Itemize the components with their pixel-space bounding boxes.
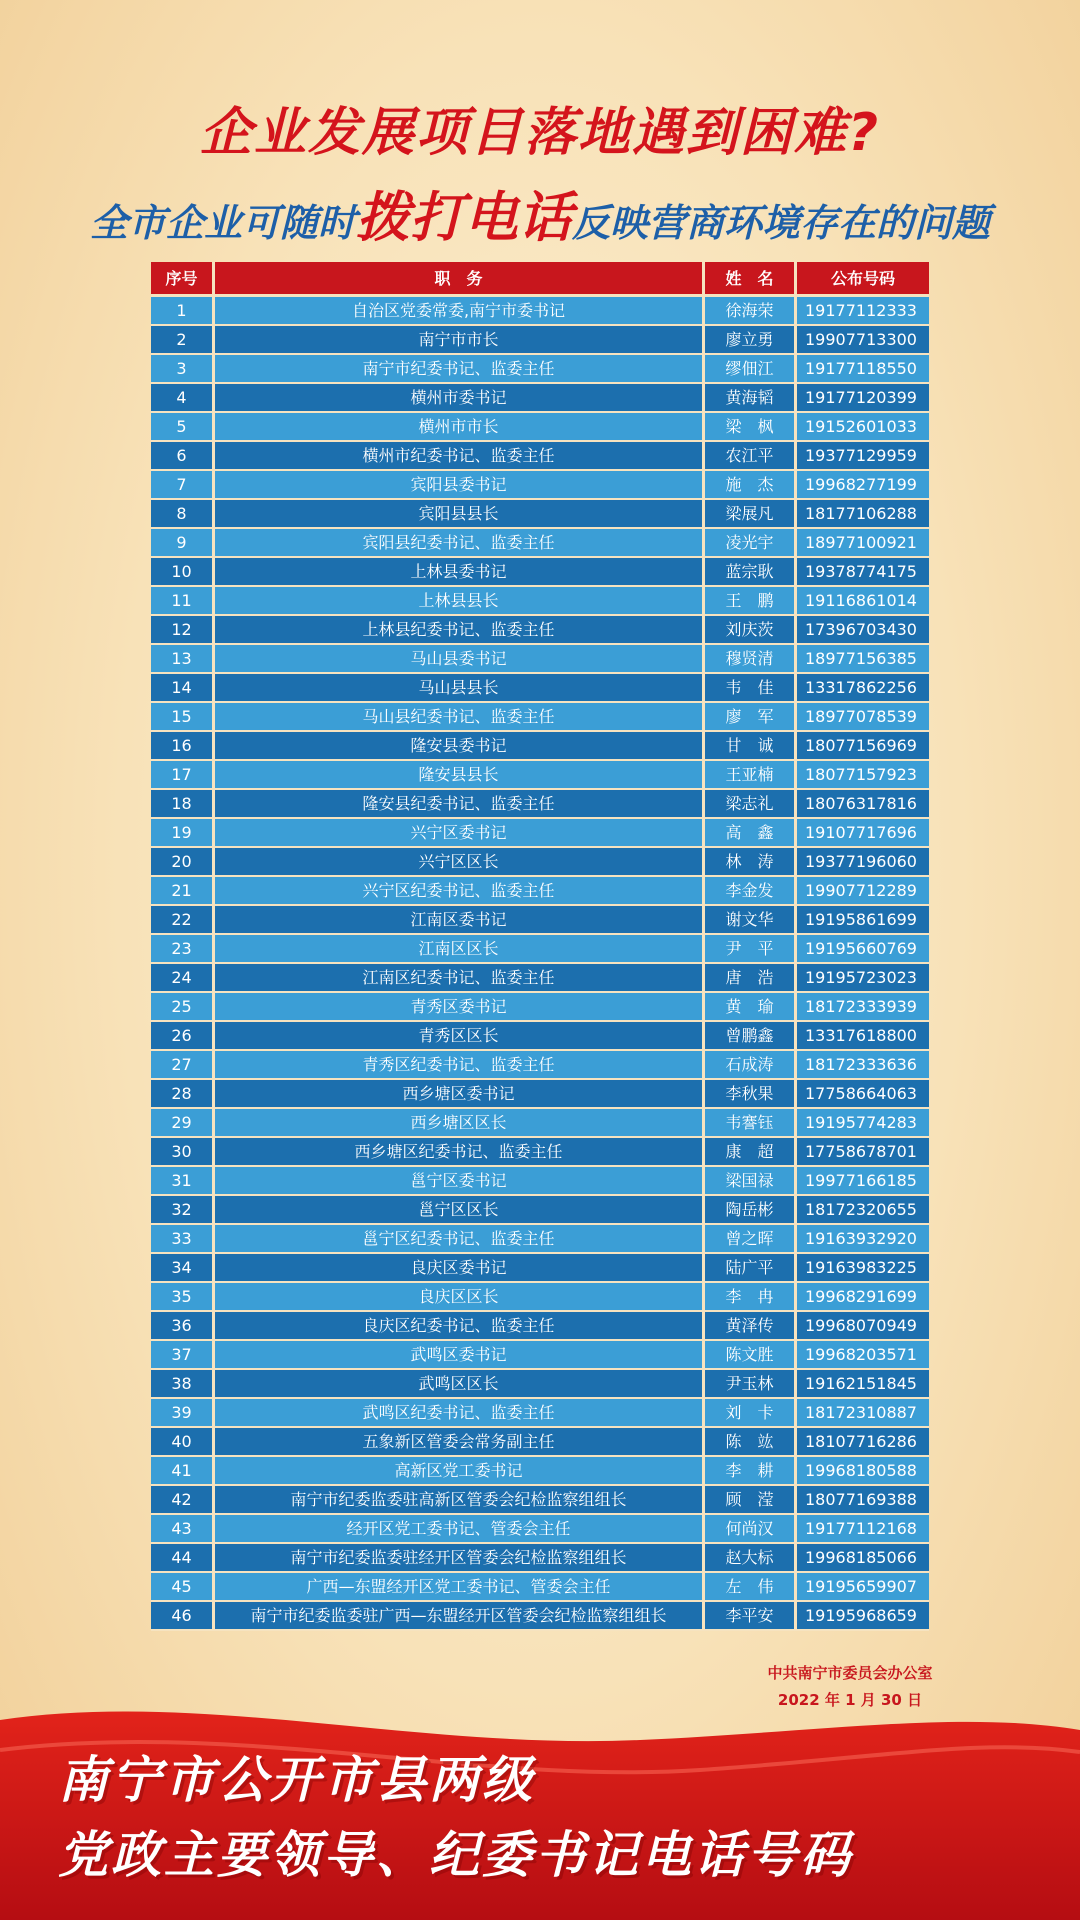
- cell-name: 陈文胜: [705, 1341, 797, 1370]
- cell-phone: 19968180588: [797, 1457, 929, 1486]
- cell-name: 李金发: [705, 877, 797, 906]
- cell-phone: 18977078539: [797, 703, 929, 732]
- cell-position: 宾阳县纪委书记、监委主任: [215, 529, 705, 558]
- table-row: [151, 297, 929, 326]
- cell-index: 19: [151, 819, 215, 848]
- cell-phone: 19377129959: [797, 442, 929, 471]
- cell-index: 27: [151, 1051, 215, 1080]
- cell-name: 谢文华: [705, 906, 797, 935]
- table-row: [151, 1602, 929, 1631]
- cell-phone: 17758664063: [797, 1080, 929, 1109]
- table-row: [151, 587, 929, 616]
- cell-name: 李 冉: [705, 1283, 797, 1312]
- cell-index: 32: [151, 1196, 215, 1225]
- cell-name: 黄 瑜: [705, 993, 797, 1022]
- cell-index: 3: [151, 355, 215, 384]
- cell-phone: 19163932920: [797, 1225, 929, 1254]
- cell-position: 兴宁区委书记: [215, 819, 705, 848]
- cell-name: 陈 竑: [705, 1428, 797, 1457]
- cell-position: 良庆区委书记: [215, 1254, 705, 1283]
- cell-index: 38: [151, 1370, 215, 1399]
- cell-position: 上林县县长: [215, 587, 705, 616]
- cell-position: 青秀区纪委书记、监委主任: [215, 1051, 705, 1080]
- cell-phone: 18172320655: [797, 1196, 929, 1225]
- cell-index: 12: [151, 616, 215, 645]
- cell-name: 农江平: [705, 442, 797, 471]
- table-row: [151, 1370, 929, 1399]
- cell-index: 11: [151, 587, 215, 616]
- cell-index: 22: [151, 906, 215, 935]
- cell-index: 10: [151, 558, 215, 587]
- table-row: [151, 1544, 929, 1573]
- cell-position: 青秀区委书记: [215, 993, 705, 1022]
- table-row: [151, 964, 929, 993]
- cell-name: 甘 诚: [705, 732, 797, 761]
- cell-name: 王亚楠: [705, 761, 797, 790]
- cell-phone: 18076317816: [797, 790, 929, 819]
- cell-index: 39: [151, 1399, 215, 1428]
- cell-index: 44: [151, 1544, 215, 1573]
- cell-position: 自治区党委常委,南宁市委书记: [215, 297, 705, 326]
- cell-index: 13: [151, 645, 215, 674]
- cell-index: 16: [151, 732, 215, 761]
- cell-position: 良庆区纪委书记、监委主任: [215, 1312, 705, 1341]
- table-row: [151, 1457, 929, 1486]
- cell-phone: 18172333636: [797, 1051, 929, 1080]
- cell-name: 黄泽传: [705, 1312, 797, 1341]
- cell-phone: 13317618800: [797, 1022, 929, 1051]
- cell-phone: 19378774175: [797, 558, 929, 587]
- cell-index: 45: [151, 1573, 215, 1602]
- table-row: [151, 1254, 929, 1283]
- cell-phone: 19195968659: [797, 1602, 929, 1631]
- cell-name: 蓝宗耿: [705, 558, 797, 587]
- banner-line-1: 南宁市公开市县两级: [58, 1751, 535, 1809]
- table-row: [151, 906, 929, 935]
- cell-name: 李 耕: [705, 1457, 797, 1486]
- cell-index: 15: [151, 703, 215, 732]
- table-row: [151, 1138, 929, 1167]
- table-row: [151, 790, 929, 819]
- cell-phone: 18077169388: [797, 1486, 929, 1515]
- cell-phone: 19177112333: [797, 297, 929, 326]
- cell-name: 廖立勇: [705, 326, 797, 355]
- table-row: [151, 1022, 929, 1051]
- cell-name: 陆广平: [705, 1254, 797, 1283]
- issue-date: 2022 年 1 月 30 日: [777, 1691, 923, 1709]
- table-row: [151, 1515, 929, 1544]
- cell-position: 五象新区管委会常务副主任: [215, 1428, 705, 1457]
- cell-name: 尹玉林: [705, 1370, 797, 1399]
- cell-position: 良庆区区长: [215, 1283, 705, 1312]
- cell-position: 隆安县纪委书记、监委主任: [215, 790, 705, 819]
- cell-name: 黄海韬: [705, 384, 797, 413]
- cell-index: 46: [151, 1602, 215, 1631]
- cell-index: 30: [151, 1138, 215, 1167]
- cell-position: 江南区区长: [215, 935, 705, 964]
- table-row: [151, 1573, 929, 1602]
- cell-index: 4: [151, 384, 215, 413]
- cell-position: 南宁市市长: [215, 326, 705, 355]
- cell-phone: 19377196060: [797, 848, 929, 877]
- cell-index: 24: [151, 964, 215, 993]
- cell-phone: 19195723023: [797, 964, 929, 993]
- cell-name: 石成涛: [705, 1051, 797, 1080]
- phone-directory-table-container: [151, 262, 929, 1631]
- cell-position: 宾阳县县长: [215, 500, 705, 529]
- cell-phone: 18107716286: [797, 1428, 929, 1457]
- cell-position: 马山县纪委书记、监委主任: [215, 703, 705, 732]
- cell-name: 曾鹏鑫: [705, 1022, 797, 1051]
- cell-position: 上林县委书记: [215, 558, 705, 587]
- cell-name: 刘 卡: [705, 1399, 797, 1428]
- cell-phone: 19195861699: [797, 906, 929, 935]
- cell-index: 25: [151, 993, 215, 1022]
- cell-position: 横州市市长: [215, 413, 705, 442]
- table-row: [151, 326, 929, 355]
- cell-position: 横州市纪委书记、监委主任: [215, 442, 705, 471]
- table-row: [151, 471, 929, 500]
- cell-position: 邕宁区纪委书记、监委主任: [215, 1225, 705, 1254]
- cell-phone: 19152601033: [797, 413, 929, 442]
- table-row: [151, 1428, 929, 1457]
- table-row: [151, 1080, 929, 1109]
- cell-index: 26: [151, 1022, 215, 1051]
- cell-index: 36: [151, 1312, 215, 1341]
- table-row: [151, 442, 929, 471]
- cell-phone: 17396703430: [797, 616, 929, 645]
- cell-position: 经开区党工委书记、管委会主任: [215, 1515, 705, 1544]
- cell-index: 7: [151, 471, 215, 500]
- cell-index: 2: [151, 326, 215, 355]
- cell-index: 23: [151, 935, 215, 964]
- table-row: [151, 703, 929, 732]
- cell-name: 赵大标: [705, 1544, 797, 1573]
- cell-index: 37: [151, 1341, 215, 1370]
- cell-position: 江南区委书记: [215, 906, 705, 935]
- cell-position: 武鸣区区长: [215, 1370, 705, 1399]
- cell-name: 施 杰: [705, 471, 797, 500]
- table-row: [151, 645, 929, 674]
- cell-position: 邕宁区区长: [215, 1196, 705, 1225]
- table-row: [151, 877, 929, 906]
- cell-index: 20: [151, 848, 215, 877]
- table-header-row: [151, 262, 929, 297]
- cell-position: 武鸣区委书记: [215, 1341, 705, 1370]
- cell-index: 42: [151, 1486, 215, 1515]
- cell-phone: 18077157923: [797, 761, 929, 790]
- table-body: [151, 297, 929, 1631]
- table-row: [151, 1225, 929, 1254]
- cell-phone: 19163983225: [797, 1254, 929, 1283]
- cell-index: 34: [151, 1254, 215, 1283]
- cell-position: 兴宁区区长: [215, 848, 705, 877]
- cell-index: 28: [151, 1080, 215, 1109]
- cell-index: 31: [151, 1167, 215, 1196]
- cell-position: 兴宁区纪委书记、监委主任: [215, 877, 705, 906]
- table-row: [151, 819, 929, 848]
- cell-index: 6: [151, 442, 215, 471]
- table-row: [151, 993, 929, 1022]
- table-row: [151, 1341, 929, 1370]
- table-row: [151, 674, 929, 703]
- cell-index: 18: [151, 790, 215, 819]
- cell-phone: 19116861014: [797, 587, 929, 616]
- cell-index: 35: [151, 1283, 215, 1312]
- issuer-org: 中共南宁市委员会办公室: [767, 1664, 933, 1682]
- column-header-phone: 公布号码: [797, 262, 929, 297]
- cell-index: 8: [151, 500, 215, 529]
- cell-position: 横州市委书记: [215, 384, 705, 413]
- cell-index: 33: [151, 1225, 215, 1254]
- cell-name: 李平安: [705, 1602, 797, 1631]
- cell-position: 西乡塘区区长: [215, 1109, 705, 1138]
- cell-index: 14: [151, 674, 215, 703]
- table-row: [151, 1196, 929, 1225]
- cell-index: 29: [151, 1109, 215, 1138]
- cell-name: 韦 佳: [705, 674, 797, 703]
- cell-name: 梁志礼: [705, 790, 797, 819]
- cell-index: 43: [151, 1515, 215, 1544]
- table-row: [151, 500, 929, 529]
- table-row: [151, 529, 929, 558]
- cell-name: 顾 滢: [705, 1486, 797, 1515]
- cell-phone: 17758678701: [797, 1138, 929, 1167]
- cell-position: 马山县委书记: [215, 645, 705, 674]
- table-row: [151, 1283, 929, 1312]
- subtitle-highlight: 拨打电话: [356, 186, 572, 249]
- subtitle-prefix: 全市企业可随时: [89, 201, 356, 245]
- cell-name: 康 超: [705, 1138, 797, 1167]
- cell-phone: 18177106288: [797, 500, 929, 529]
- cell-phone: 19195659907: [797, 1573, 929, 1602]
- table-row: [151, 935, 929, 964]
- cell-name: 陶岳彬: [705, 1196, 797, 1225]
- table-row: [151, 848, 929, 877]
- cell-index: 40: [151, 1428, 215, 1457]
- cell-name: 王 鹏: [705, 587, 797, 616]
- cell-name: 林 涛: [705, 848, 797, 877]
- cell-position: 西乡塘区纪委书记、监委主任: [215, 1138, 705, 1167]
- subtitle-suffix: 反映营商环境存在的问题: [572, 201, 991, 245]
- cell-name: 廖 军: [705, 703, 797, 732]
- cell-position: 广西—东盟经开区党工委书记、管委会主任: [215, 1573, 705, 1602]
- cell-position: 青秀区区长: [215, 1022, 705, 1051]
- cell-name: 凌光宇: [705, 529, 797, 558]
- cell-phone: 19177112168: [797, 1515, 929, 1544]
- cell-position: 马山县县长: [215, 674, 705, 703]
- page-subtitle: [0, 175, 1080, 252]
- cell-position: 西乡塘区委书记: [215, 1080, 705, 1109]
- page-title: 企业发展项目落地遇到困难?: [199, 103, 881, 163]
- cell-name: 左 伟: [705, 1573, 797, 1602]
- cell-name: 梁展凡: [705, 500, 797, 529]
- cell-index: 1: [151, 297, 215, 326]
- cell-name: 徐海荣: [705, 297, 797, 326]
- table-row: [151, 384, 929, 413]
- table-row: [151, 1312, 929, 1341]
- table-row: [151, 413, 929, 442]
- table-row: [151, 1051, 929, 1080]
- table-row: [151, 1109, 929, 1138]
- cell-position: 隆安县县长: [215, 761, 705, 790]
- cell-phone: 19977166185: [797, 1167, 929, 1196]
- cell-phone: 19968203571: [797, 1341, 929, 1370]
- cell-phone: 19968277199: [797, 471, 929, 500]
- cell-position: 上林县纪委书记、监委主任: [215, 616, 705, 645]
- cell-phone: 18977156385: [797, 645, 929, 674]
- cell-name: 曾之晖: [705, 1225, 797, 1254]
- table-row: [151, 732, 929, 761]
- cell-name: 何尚汉: [705, 1515, 797, 1544]
- cell-name: 缪佃江: [705, 355, 797, 384]
- cell-phone: 18172333939: [797, 993, 929, 1022]
- cell-position: 南宁市纪委书记、监委主任: [215, 355, 705, 384]
- cell-index: 41: [151, 1457, 215, 1486]
- table-row: [151, 1486, 929, 1515]
- cell-phone: 19177120399: [797, 384, 929, 413]
- cell-position: 江南区纪委书记、监委主任: [215, 964, 705, 993]
- cell-name: 唐 浩: [705, 964, 797, 993]
- cell-phone: 19195774283: [797, 1109, 929, 1138]
- cell-phone: 19968070949: [797, 1312, 929, 1341]
- cell-name: 梁 枫: [705, 413, 797, 442]
- cell-phone: 18172310887: [797, 1399, 929, 1428]
- table-row: [151, 1399, 929, 1428]
- cell-position: 南宁市纪委监委驻高新区管委会纪检监察组组长: [215, 1486, 705, 1515]
- cell-name: 穆贤清: [705, 645, 797, 674]
- cell-position: 邕宁区委书记: [215, 1167, 705, 1196]
- cell-phone: 19907712289: [797, 877, 929, 906]
- cell-phone: 19968185066: [797, 1544, 929, 1573]
- cell-index: 21: [151, 877, 215, 906]
- column-header-position: 职 务: [215, 262, 705, 297]
- table-row: [151, 761, 929, 790]
- table-row: [151, 355, 929, 384]
- cell-position: 武鸣区纪委书记、监委主任: [215, 1399, 705, 1428]
- cell-name: 梁国禄: [705, 1167, 797, 1196]
- cell-name: 韦謇钰: [705, 1109, 797, 1138]
- cell-position: 南宁市纪委监委驻经开区管委会纪检监察组组长: [215, 1544, 705, 1573]
- cell-position: 隆安县委书记: [215, 732, 705, 761]
- cell-index: 5: [151, 413, 215, 442]
- cell-name: 高 鑫: [705, 819, 797, 848]
- table-row: [151, 558, 929, 587]
- banner-line-2: 党政主要领导、纪委书记电话号码: [58, 1826, 853, 1884]
- cell-phone: 19968291699: [797, 1283, 929, 1312]
- table-row: [151, 616, 929, 645]
- cell-phone: 18977100921: [797, 529, 929, 558]
- cell-phone: 19195660769: [797, 935, 929, 964]
- cell-name: 李秋果: [705, 1080, 797, 1109]
- cell-position: 南宁市纪委监委驻广西—东盟经开区管委会纪检监察组组长: [215, 1602, 705, 1631]
- cell-index: 17: [151, 761, 215, 790]
- cell-index: 9: [151, 529, 215, 558]
- cell-phone: 18077156969: [797, 732, 929, 761]
- column-header-name: 姓 名: [705, 262, 797, 297]
- cell-position: 宾阳县委书记: [215, 471, 705, 500]
- cell-phone: 19107717696: [797, 819, 929, 848]
- column-header-index: 序号: [151, 262, 215, 297]
- phone-directory-table: [151, 262, 929, 1631]
- cell-phone: 19162151845: [797, 1370, 929, 1399]
- cell-phone: 13317862256: [797, 674, 929, 703]
- cell-phone: 19177118550: [797, 355, 929, 384]
- table-row: [151, 1167, 929, 1196]
- cell-name: 刘庆茨: [705, 616, 797, 645]
- cell-position: 高新区党工委书记: [215, 1457, 705, 1486]
- cell-name: 尹 平: [705, 935, 797, 964]
- cell-phone: 19907713300: [797, 326, 929, 355]
